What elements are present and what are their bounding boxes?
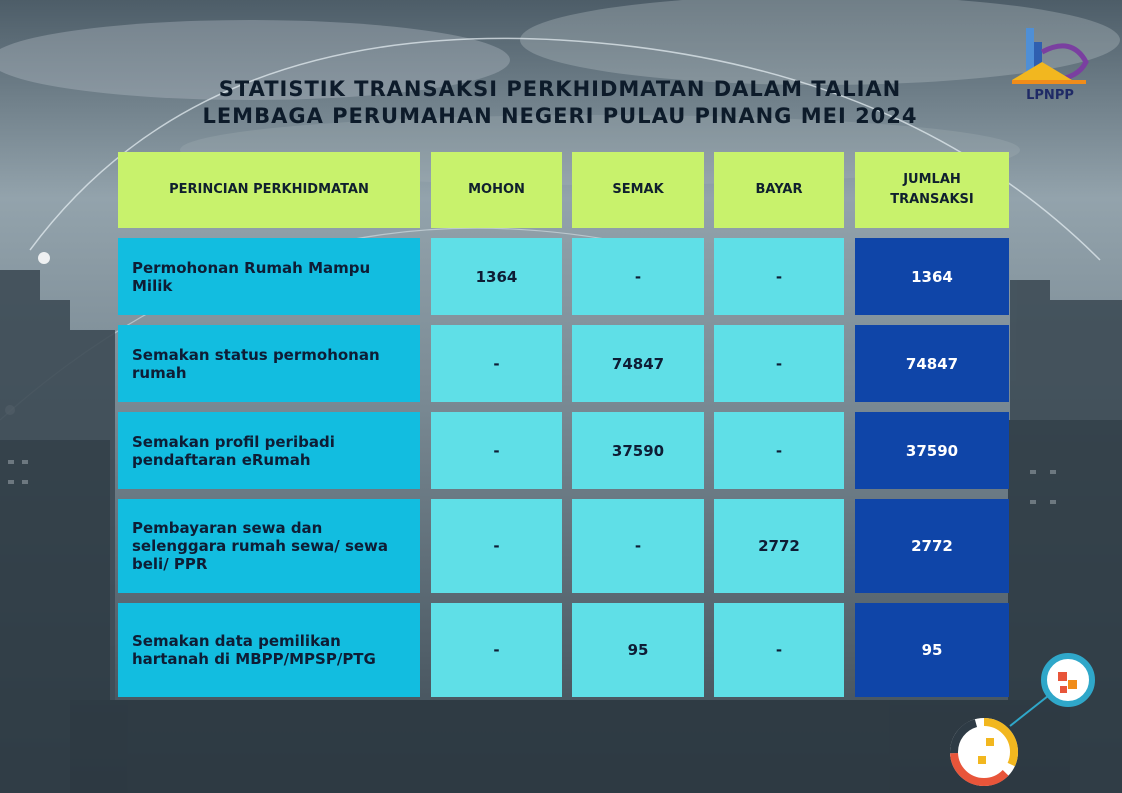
bayar-value: 2772 [758, 537, 800, 555]
row-4-mohon [431, 499, 562, 593]
row-2-bayar [714, 325, 844, 402]
analytics-magnifier-icon [940, 652, 1100, 793]
service-label: Semakan profil peribadi pendaftaran eRumah [132, 432, 335, 469]
row-2-service [118, 325, 420, 402]
header-label: BAYAR [755, 182, 803, 197]
page-title [120, 76, 1000, 130]
semak-value: - [634, 267, 642, 286]
title-line-1: STATISTIK TRANSAKSI PERKHIDMATAN DALAM TALIAN [218, 77, 902, 101]
bayar-value: - [775, 354, 783, 373]
row-3-mohon [431, 412, 562, 489]
row-1-semak [572, 238, 704, 315]
mohon-value: - [493, 537, 500, 555]
header-perincian [118, 152, 420, 228]
lpnpp-logo-icon [1002, 22, 1098, 88]
header-mohon [431, 152, 562, 228]
row-1-bayar [714, 238, 844, 315]
row-2-mohon [431, 325, 562, 402]
row-4-bayar [714, 499, 844, 593]
header-jumlah-transaksi [855, 152, 1009, 228]
row-3-jumlah [855, 412, 1009, 489]
mohon-value: 1364 [475, 267, 518, 286]
row-5-bayar [714, 603, 844, 697]
semak-value: 95 [627, 641, 649, 659]
mohon-value: - [493, 641, 500, 659]
row-3-bayar [714, 412, 844, 489]
lpnpp-logo [1002, 22, 1098, 108]
jumlah-value: 37590 [905, 441, 959, 460]
row-5-semak [572, 603, 704, 697]
service-label: Permohonan Rumah Mampu Milik [132, 258, 371, 295]
row-1-service [118, 238, 420, 315]
header-label: JUMLAH TRANSAKSI [890, 172, 974, 207]
semak-value: - [634, 537, 642, 555]
header-bayar [714, 152, 844, 228]
row-4-jumlah [855, 499, 1009, 593]
header-label: MOHON [468, 182, 525, 197]
header-label: SEMAK [612, 182, 664, 197]
bayar-value: - [775, 641, 783, 659]
service-label: Semakan data pemilikan hartanah di MBPP/MPSP/PTG [132, 632, 376, 668]
row-4-semak [572, 499, 704, 593]
bayar-value: - [775, 441, 783, 460]
mohon-value: - [493, 441, 500, 460]
bayar-value: - [775, 267, 783, 286]
row-3-semak [572, 412, 704, 489]
jumlah-value: 74847 [905, 354, 959, 373]
title-line-2: LEMBAGA PERUMAHAN NEGERI PULAU PINANG MEI 2024 [202, 104, 918, 128]
row-1-mohon [431, 238, 562, 315]
row-5-service [118, 603, 420, 697]
mohon-value: - [493, 354, 500, 373]
logo-text: LPNPP [1026, 88, 1074, 103]
jumlah-value: 2772 [911, 537, 953, 555]
row-2-jumlah [855, 325, 1009, 402]
row-4-service [118, 499, 420, 593]
semak-value: 37590 [611, 441, 665, 460]
service-label: Semakan status permohonan rumah [132, 345, 380, 382]
header-label: PERINCIAN PERKHIDMATAN [169, 182, 369, 197]
row-1-jumlah [855, 238, 1009, 315]
service-label: Pembayaran sewa dan selenggara rumah sewa/ sewa beli/ PPR [132, 519, 389, 573]
header-semak [572, 152, 704, 228]
jumlah-value: 95 [921, 641, 943, 659]
row-5-mohon [431, 603, 562, 697]
row-2-semak [572, 325, 704, 402]
jumlah-value: 1364 [911, 267, 953, 286]
semak-value: 74847 [611, 354, 665, 373]
row-3-service [118, 412, 420, 489]
